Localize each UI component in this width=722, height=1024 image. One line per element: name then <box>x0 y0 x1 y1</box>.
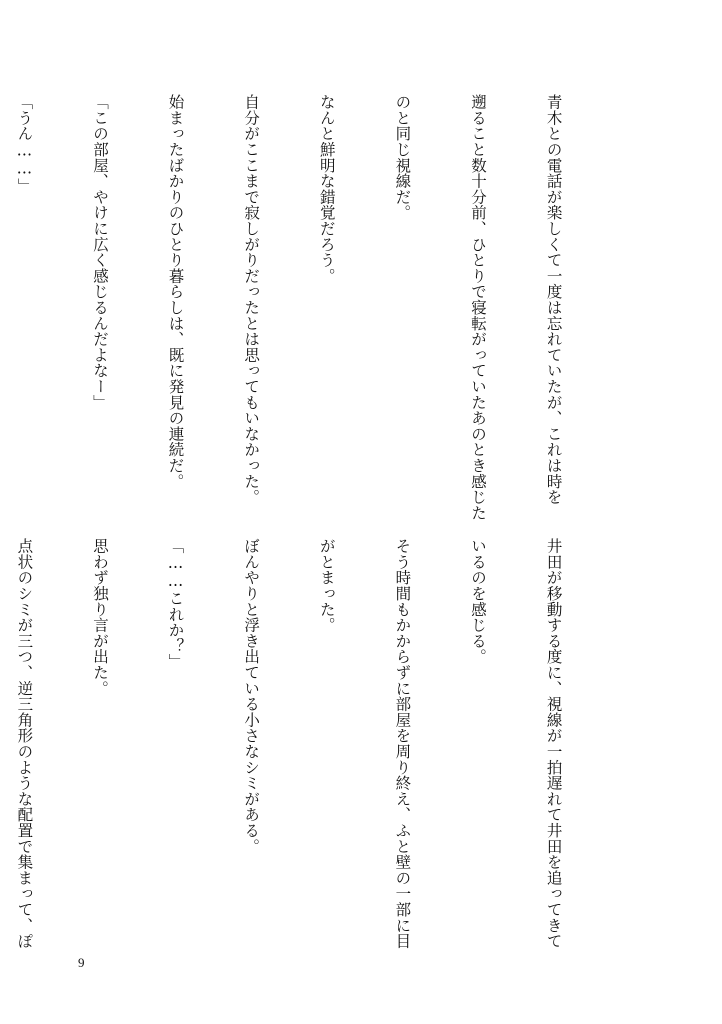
text-line: ぼんやりと浮き出ている小さなシミがある。 <box>242 538 261 854</box>
text-line: 遡ること数十分前、ひとりで寝転がっていたあのとき感じた <box>468 94 487 521</box>
text-line: 「……これか？」 <box>166 538 185 670</box>
upper-text-block <box>0 94 616 521</box>
page-number: 9 <box>78 955 85 970</box>
text-line: 井田が移動する度に、視線が一拍遅れて井田を追ってきて <box>544 538 563 949</box>
text-line: 青木との電話が楽しくて一度は忘れていたが、これは時を <box>544 94 563 505</box>
text-line: のと同じ視線だ。 <box>393 94 412 221</box>
text-line: 思わず独り言が出た。 <box>90 538 109 696</box>
lower-text-block <box>0 538 616 948</box>
text-line: そう時間もかからずに部屋を周り終え、ふと壁の一部に目 <box>393 538 412 949</box>
text-line: 自分がここまで寂しがりだったとは思ってもいなかった。 <box>242 94 261 505</box>
text-line: 点状のシミが三つ、逆三角形のような配置で集まって、ぽ <box>15 538 34 949</box>
text-line: なんと鮮明な錯覚だろう。 <box>317 94 336 284</box>
text-line: がとまった。 <box>317 538 336 633</box>
text-line: いるのを感じる。 <box>468 538 487 665</box>
text-line: 「この部屋、やけに広く感じるんだよなー」 <box>90 94 109 410</box>
text-line: 「うん……」 <box>15 94 34 194</box>
text-line: 始まったばかりのひとり暮らしは、既に発見の連続だ。 <box>166 94 185 489</box>
